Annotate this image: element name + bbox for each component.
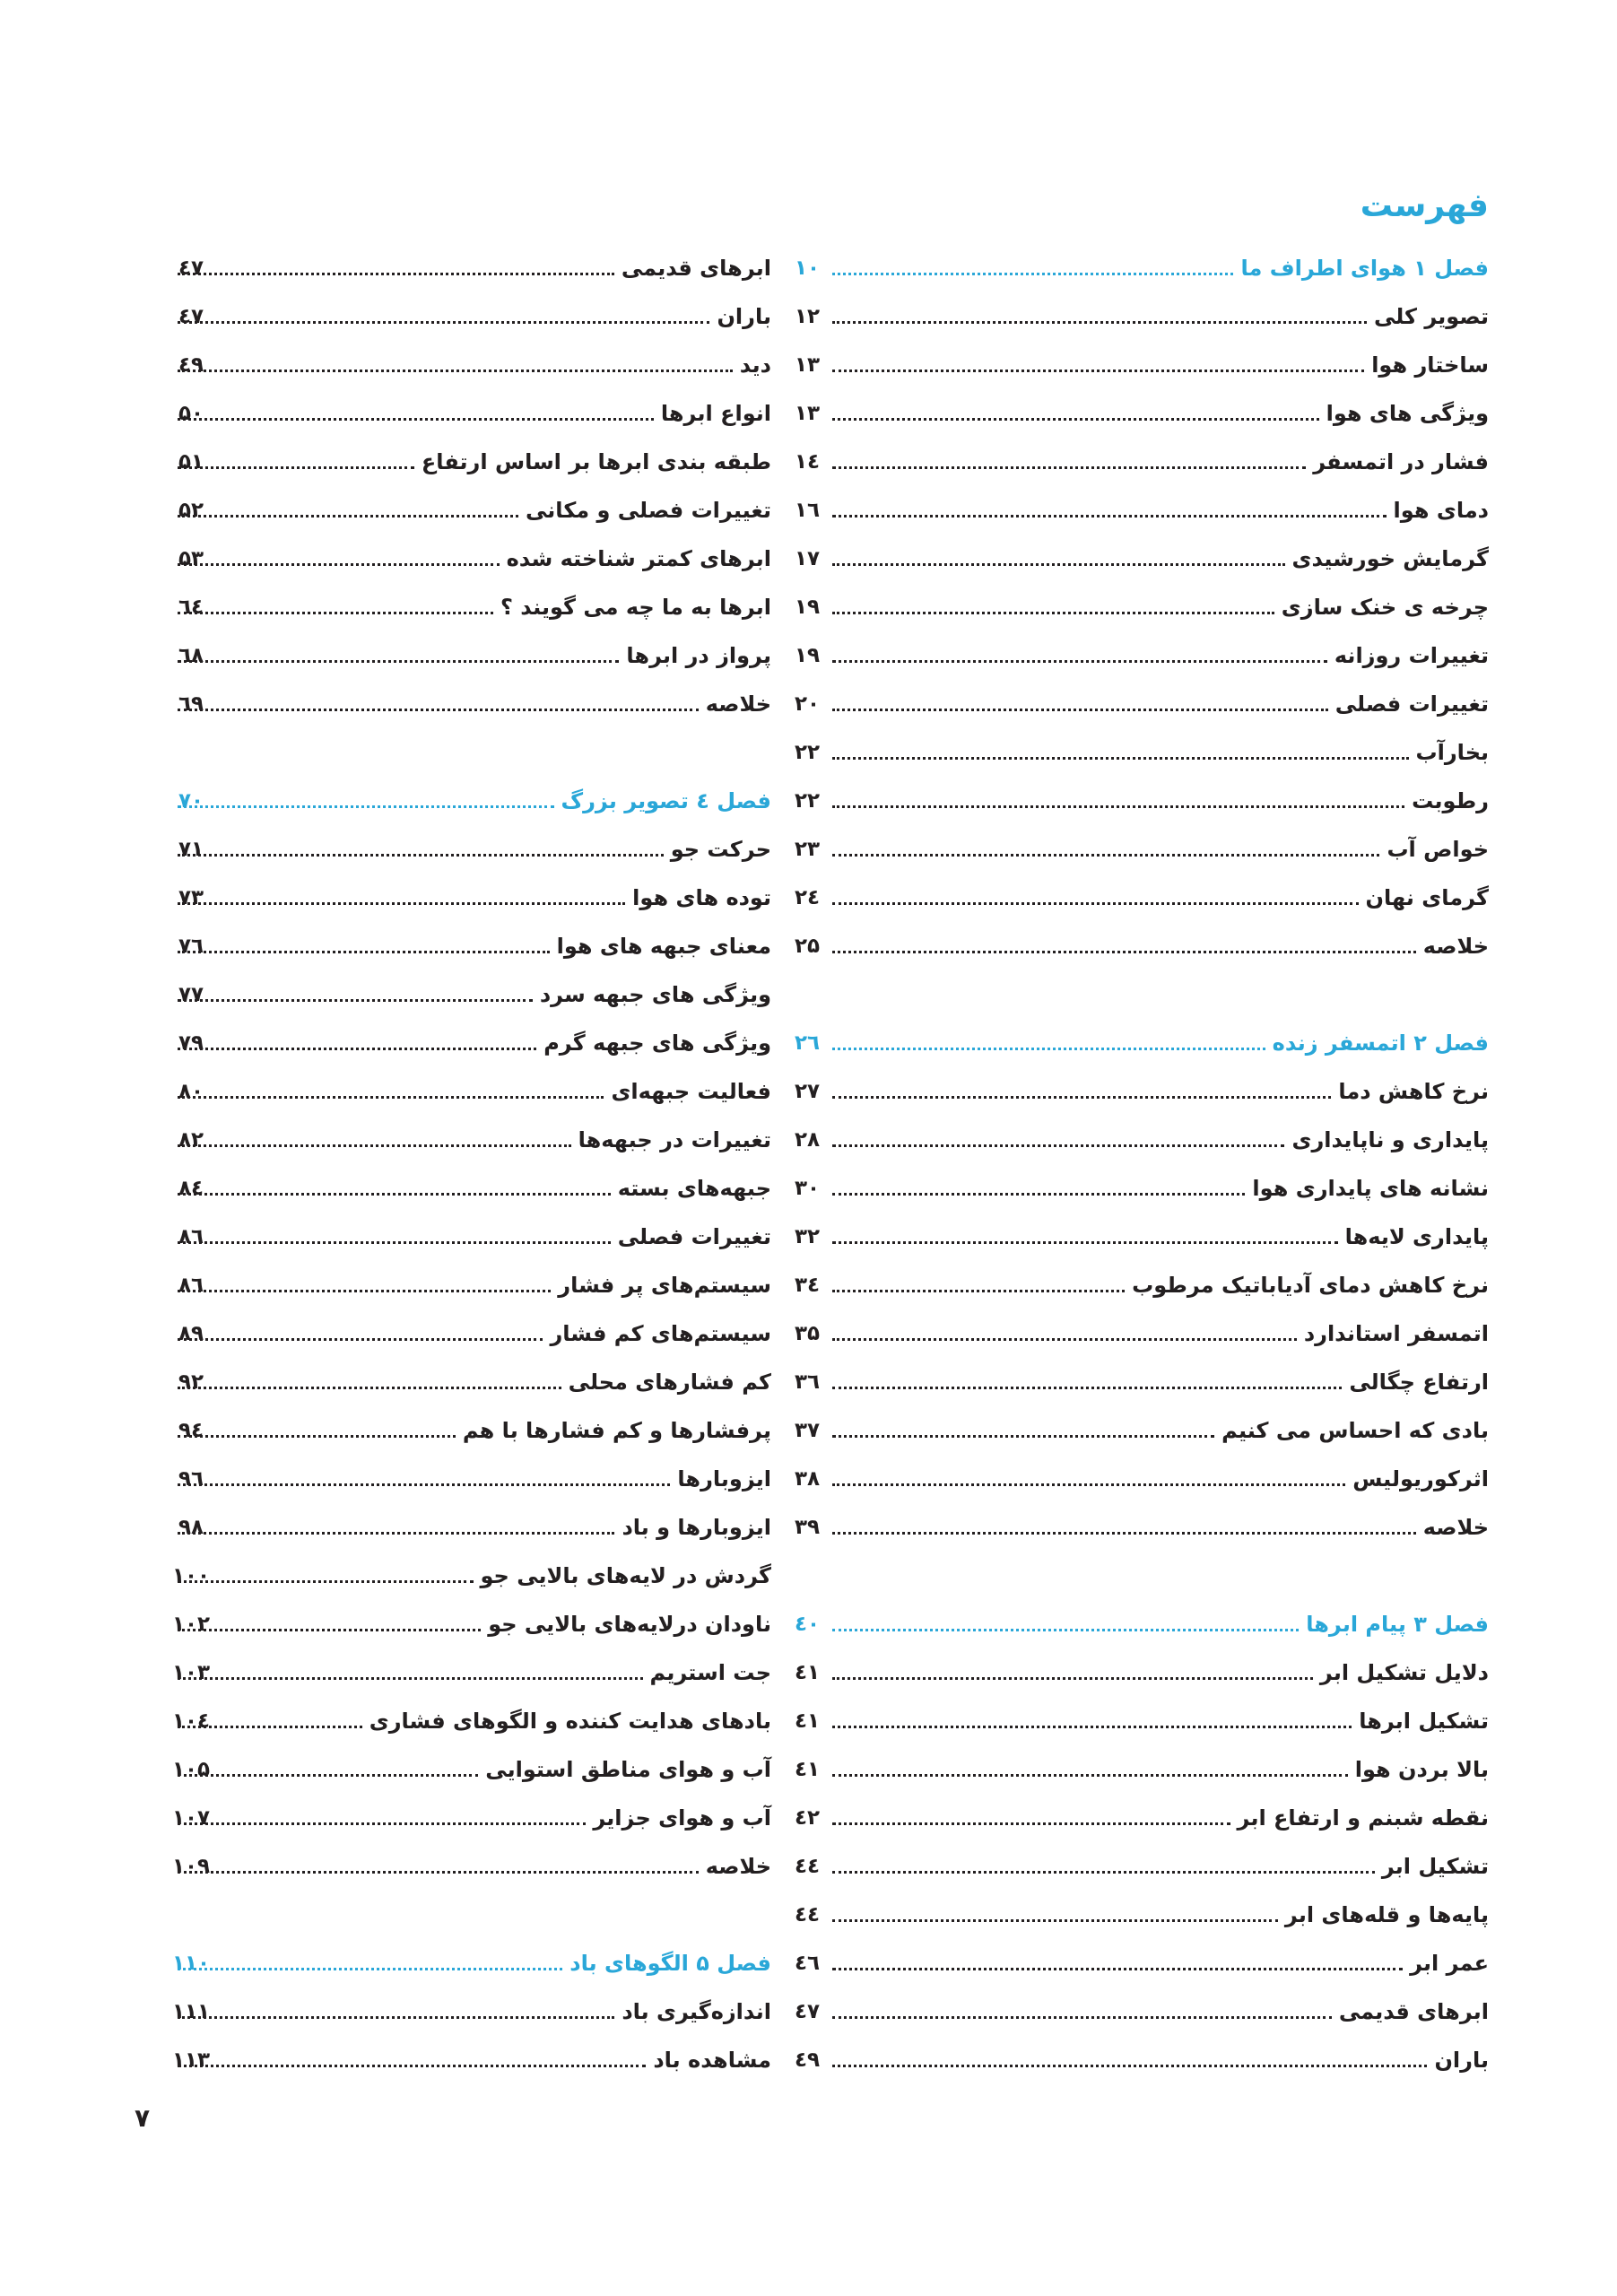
toc-entry[interactable] [794,1697,1489,1745]
toc-entry-title: باران [1434,2048,1489,2073]
toc-entry[interactable] [794,1213,1489,1261]
toc-page-number: ۲۲ [794,741,821,764]
toc-entry-title: ویژگی های جبهه گرم [543,1031,771,1056]
dot-leader [178,2016,614,2019]
toc-entry[interactable] [794,1891,1489,1939]
toc-entry-title: بادی که احساس می کنیم [1221,1418,1489,1443]
toc-entry-title: فصل ۵ الگوهای باد [569,1951,771,1976]
toc-entry-title: جبهه‌های بسته [617,1176,771,1201]
dot-leader [832,1629,1299,1631]
toc-entry-title: خواص آب [1387,837,1489,862]
toc-entry[interactable] [170,1164,771,1213]
toc-page-number: ۸۲ [178,1128,204,1152]
toc-entry[interactable] [170,1213,771,1261]
dot-leader [832,1483,1345,1486]
toc-page-number: ٤۷ [178,305,204,328]
toc-page-number: ٦٤ [178,596,204,619]
dot-leader [832,1677,1313,1680]
toc-page-number: ۲٦ [794,1031,821,1055]
toc-entry-title: جت استریم [649,1660,771,1685]
dot-leader [178,1871,699,1874]
dot-leader [178,1193,611,1196]
toc-entry[interactable] [170,1261,771,1309]
toc-page-number: ۳۵ [794,1322,821,1345]
toc-entry-title: بالا بردن هوا [1354,1757,1489,1782]
toc-entry-title: گرمای نهان [1365,885,1489,910]
dot-leader [832,1726,1352,1728]
toc-entry[interactable] [170,1552,771,1600]
toc-page-number: ۵۲ [178,499,204,522]
toc-page-number: ۷۳ [178,886,204,909]
toc-entry[interactable] [170,389,771,438]
toc-page-number: ٦۹ [178,692,204,716]
toc-entry-title: اندازه‌گیری باد [622,1999,771,2024]
dot-leader [832,466,1306,469]
toc-entry-title: پایه‌ها و قله‌های ابر [1284,1902,1489,1927]
dot-leader [178,1290,551,1292]
toc-entry-title: چرخه ی خنک سازی [1281,595,1489,620]
toc-page-number: ۳۲ [794,1225,821,1248]
toc-entry[interactable] [794,438,1489,486]
toc-entry[interactable] [794,1067,1489,1116]
toc-page-number: ۳۹ [794,1516,821,1539]
toc-entry-title: فصل ۱ هوای اطراف ما [1240,256,1489,281]
toc-entry-title: سیستم‌های پر فشار [558,1273,771,1298]
toc-page-number: ۲۵ [794,935,821,958]
toc-page-number: ٤٤ [794,1903,821,1926]
toc-page-number: ۱۹ [794,644,821,667]
dot-leader [832,1532,1416,1535]
dot-leader [178,1677,643,1680]
dot-leader [832,1435,1214,1438]
dot-leader [178,854,664,857]
toc-entry-title: تغییرات فصلی و مکانی [526,498,771,523]
dot-leader [832,515,1387,517]
toc-entry-title: خلاصه [1422,1515,1489,1540]
toc-entry-title: گرمایش خورشیدی [1291,546,1489,571]
toc-page-number: ۱٦ [794,499,821,522]
toc-entry-title: طبقه بندی ابرها بر اساس ارتفاع [421,449,771,474]
toc-page-number: ۱۰۳ [171,1661,211,1684]
toc-entry-title: تصویر کلی [1373,304,1489,329]
toc-entry-title: ویژگی های جبهه سرد [539,982,771,1007]
toc-page-number: ۹٦ [178,1467,204,1491]
toc-entry[interactable] [170,1794,771,1842]
toc-entry-title: ارتفاع چگالی [1349,1370,1489,1395]
toc-entry[interactable] [170,244,771,292]
dot-leader [178,273,614,275]
toc-entry-title: دلایل تشکیل ابر [1319,1660,1489,1685]
toc-entry[interactable] [170,922,771,970]
toc-entry[interactable] [794,874,1489,922]
toc-entry-title: ابرها به ما چه می گویند ؟ [500,595,771,620]
toc-entry-title: پایداری لایه‌ها [1344,1224,1489,1249]
toc-entry[interactable] [170,728,771,777]
toc-entry-title: مشاهده باد [653,2048,771,2073]
dot-leader [178,1968,562,1970]
toc-page-number: ۱۰۹ [171,1855,211,1878]
toc-page-number: ۵۱ [178,450,204,474]
toc-entry-title: نشانه های پایداری هوا [1252,1176,1489,1201]
toc-entry-title: حرکت جو [670,837,771,862]
toc-entry[interactable] [170,874,771,922]
toc-page-number: ۳٤ [794,1274,821,1297]
toc-entry-title: تغییرات روزانه [1334,643,1489,668]
toc-entry-title: نرخ کاهش دما [1338,1079,1489,1104]
dot-leader [178,321,709,324]
dot-leader [832,1241,1338,1244]
toc-page-number: ٤۱ [794,1709,821,1733]
toc-entry[interactable] [794,1358,1489,1406]
dot-leader [832,321,1367,324]
toc-entry[interactable] [170,1842,771,1891]
dot-leader [832,1774,1348,1777]
toc-entry[interactable] [794,1987,1489,2036]
toc-page-number: ٤۱ [794,1661,821,1684]
toc-entry[interactable] [794,1406,1489,1455]
dot-leader [178,951,550,953]
toc-page-number: ۱۰۵ [171,1758,211,1781]
toc-page-number: ۲۲ [794,789,821,813]
toc-entry[interactable] [170,1648,771,1697]
chapter-heading[interactable] [170,777,771,825]
toc-entry[interactable] [170,292,771,341]
toc-page-number: ۱۰٤ [171,1709,211,1733]
toc-entry[interactable] [794,1939,1489,1987]
toc-entry-title: خلاصه [705,1854,771,1879]
toc-entry[interactable] [794,292,1489,341]
toc-entry-title: ابرهای کمتر شناخته شده [506,546,771,571]
toc-entry-title: توده های هوا [632,885,771,910]
toc-entry[interactable] [825,970,1489,1019]
dot-leader [178,1144,571,1147]
toc-page-number: ۹٤ [178,1419,204,1442]
toc-entry[interactable] [794,1455,1489,1503]
dot-leader [832,660,1327,663]
toc-page-number: ٤٦ [794,1952,821,1975]
toc-entry[interactable] [794,1164,1489,1213]
toc-entry[interactable] [170,341,771,389]
dot-leader [832,1871,1375,1874]
page-number: ۷ [135,2103,151,2133]
dot-leader [832,563,1285,566]
toc-entry[interactable] [170,1406,771,1455]
toc-entry[interactable] [794,1648,1489,1697]
toc-page-number: ٤۷ [178,257,204,280]
toc-page-number: ۸٤ [178,1177,204,1200]
toc-entry-title: اثرکوریولیس [1352,1466,1489,1492]
toc-entry-title: ابرهای قدیمی [1338,1999,1489,2024]
toc-entry[interactable] [170,825,771,874]
toc-page-number: ۱۹ [794,596,821,619]
toc-entry[interactable] [794,486,1489,535]
toc-entry[interactable] [170,1309,771,1358]
dot-leader [178,805,554,808]
toc-entry-title: انواع ابرها [660,401,771,426]
toc-entry-title: سیستم‌های کم فشار [550,1321,771,1346]
toc-page-number: ۳۸ [794,1467,821,1491]
toc-entry[interactable] [794,1794,1489,1842]
toc-entry-title: رطوبت [1412,788,1489,813]
dot-leader [178,1338,543,1341]
toc-entry-title: فشار در اتمسفر [1313,449,1489,474]
toc-page-number: ۸٦ [178,1274,204,1297]
dot-leader [178,563,500,566]
dot-leader [832,1144,1284,1147]
toc-entry[interactable] [794,389,1489,438]
dot-leader [178,660,619,663]
toc-left-column [170,244,771,2074]
dot-leader [832,1290,1125,1292]
toc-entry-title: فعالیت جبهه‌ای [611,1079,771,1104]
toc-page-number: ۱۰۰ [171,1564,211,1587]
dot-leader [178,1822,586,1825]
toc-title: فهرست [1360,187,1489,224]
toc-page-number: ۱۰۷ [171,1806,211,1830]
dot-leader [178,1774,478,1777]
toc-page-number: ٤۹ [794,2048,821,2072]
toc-entry-title: فصل ٤ تصویر بزرگ [561,788,771,813]
toc-entry-title: فصل ۳ پیام ابرها [1306,1612,1489,1637]
toc-entry-title: خلاصه [705,691,771,717]
dot-leader [178,999,533,1002]
toc-page-number: ۲۳ [794,838,821,861]
dot-leader [832,757,1409,760]
toc-page-number: ۷۱ [178,838,204,861]
toc-page-number: ۸۰ [178,1080,204,1103]
toc-page-number: ۱۰ [794,257,821,280]
toc-entry[interactable] [794,535,1489,583]
toc-entry[interactable] [170,1455,771,1503]
dot-leader [178,1532,614,1535]
dot-leader [832,273,1233,275]
toc-entry-title: تغییرات فصلی [617,1224,771,1249]
toc-entry-title: نرخ کاهش دمای آدیاباتیک مرطوب [1132,1273,1489,1298]
toc-page-number: ۱۱۳ [171,2048,211,2072]
toc-entry-title: پایداری و ناپایداری [1291,1127,1489,1152]
dot-leader [832,1387,1342,1389]
toc-page-number: ۵۰ [178,402,204,425]
dot-leader [178,1048,536,1050]
dot-leader [832,902,1359,905]
toc-page-number: ۸۹ [178,1322,204,1345]
toc-page-number: ٤۷ [794,2000,821,2023]
toc-entry-title: تغییرات در جبهه‌ها [578,1127,771,1152]
dot-leader [832,1048,1265,1050]
toc-page-number: ۳۷ [794,1419,821,1442]
toc-entry[interactable] [794,583,1489,631]
dot-leader [832,1096,1331,1099]
toc-right-column [794,244,1489,2074]
toc-page-number: ۱۰۲ [171,1613,211,1636]
toc-entry-title: خلاصه [1422,934,1489,959]
toc-entry[interactable] [170,1067,771,1116]
toc-page-number: ۸٦ [178,1225,204,1248]
toc-entry[interactable] [794,1503,1489,1552]
dot-leader [178,1483,670,1486]
toc-entry[interactable] [170,970,771,1019]
dot-leader [178,1387,561,1389]
toc-page-number: ۱٤ [794,450,821,474]
toc-page-number: ٤۰ [794,1613,821,1636]
dot-leader [178,612,493,614]
toc-entry[interactable] [794,1745,1489,1794]
toc-entry[interactable] [794,922,1489,970]
toc-entry-title: تشکیل ابرها [1359,1709,1489,1734]
toc-entry[interactable] [170,486,771,535]
dot-leader [178,709,699,711]
toc-entry[interactable] [170,1503,771,1552]
toc-page-number: ۷۰ [178,789,204,813]
dot-leader [832,418,1319,421]
dot-leader [178,1096,604,1099]
toc-page-number: ٤۱ [794,1758,821,1781]
toc-page-number: ۱۲ [794,305,821,328]
toc-entry[interactable] [794,1309,1489,1358]
toc-entry[interactable] [794,2036,1489,2084]
toc-entry[interactable] [170,1358,771,1406]
toc-entry-title: ساختار هوا [1371,352,1489,378]
dot-leader [832,2016,1332,2019]
toc-entry-title: ابرهای قدیمی [621,256,771,281]
toc-entry[interactable] [794,680,1489,728]
toc-entry[interactable] [794,341,1489,389]
dot-leader [832,1338,1297,1341]
toc-entry[interactable] [170,1987,771,2036]
toc-entry-title: تشکیل ابر [1381,1854,1489,1879]
chapter-heading[interactable] [794,1600,1489,1648]
chapter-heading[interactable] [170,1939,771,1987]
dot-leader [832,1822,1230,1825]
toc-page-number: ۱۷ [794,547,821,570]
toc-entry-title: ایزوبارها [677,1466,771,1492]
toc-entry[interactable] [794,1116,1489,1164]
toc-entry-title: تغییرات فصلی [1334,691,1489,717]
toc-page-number: ۱۳ [794,402,821,425]
toc-entry-title: معنای جبهه های هوا [556,934,771,959]
toc-entry[interactable] [170,1019,771,1067]
toc-entry[interactable] [170,1745,771,1794]
toc-entry[interactable] [170,535,771,583]
toc-entry[interactable] [170,583,771,631]
toc-entry-title: دید [739,352,771,378]
toc-entry-title: عمر ابر [1410,1951,1489,1976]
toc-entry-title: ایزوبارها و باد [622,1515,771,1540]
dot-leader [178,1241,611,1244]
toc-entry[interactable] [170,680,771,728]
toc-entry-title: فصل ۲ اتمسفر زنده [1272,1031,1489,1056]
toc-page-number: ۹۲ [178,1370,204,1394]
dot-leader [832,1919,1278,1922]
dot-leader [832,2065,1427,2067]
toc-page-number: ۷٦ [178,935,204,958]
toc-entry[interactable] [170,631,771,680]
toc-entry-title: بخارآب [1415,740,1489,765]
toc-page-number: ٤۲ [794,1806,821,1830]
toc-page-number: ۱۱۱ [171,2000,211,2023]
toc-page-number: ٦۸ [178,644,204,667]
toc-page-number: ۳٦ [794,1370,821,1394]
toc-page-number: ۲٤ [794,886,821,909]
toc-page-number: ۳۰ [794,1177,821,1200]
toc-entry-title: باران [717,304,771,329]
toc-entry-title: دمای هوا [1393,498,1489,523]
toc-entry-title: آب و هوای مناطق استوایی [485,1757,771,1782]
toc-page-number: ۷۹ [178,1031,204,1055]
toc-page-number: ٤٤ [794,1855,821,1878]
dot-leader [178,1629,481,1631]
toc-entry-title: بادهای هدایت کننده و الگوهای فشاری [369,1709,771,1734]
toc-page-number: ۱۱۰ [171,1952,211,1975]
toc-entry-title: آب و هوای جزایر [593,1805,771,1831]
dot-leader [832,805,1404,808]
dot-leader [832,854,1379,857]
dot-leader [832,1968,1403,1970]
toc-entry-title: پرواز در ابرها [626,643,771,668]
dot-leader [832,709,1328,711]
toc-entry[interactable] [794,825,1489,874]
toc-entry[interactable] [794,631,1489,680]
toc-entry[interactable] [794,728,1489,777]
toc-page-number: ۱۳ [794,353,821,377]
dot-leader [178,515,518,517]
toc-entry[interactable] [825,1552,1489,1600]
chapter-heading[interactable] [794,244,1489,292]
toc-page-number: ۲۰ [794,692,821,716]
toc-entry-title: اتمسفر استاندارد [1303,1321,1489,1346]
toc-entry[interactable] [170,2036,771,2084]
dot-leader [178,2065,646,2067]
toc-entry[interactable] [794,1842,1489,1891]
toc-entry-title: ویژگی های هوا [1326,401,1489,426]
dot-leader [178,418,654,421]
toc-entry[interactable] [170,438,771,486]
toc-entry[interactable] [794,1261,1489,1309]
toc-entry-title: پرفشارها و کم فشارها با هم [462,1418,771,1443]
dot-leader [832,370,1364,372]
toc-page-number: ۲۷ [794,1080,821,1103]
toc-page-number: ۵۳ [178,547,204,570]
toc-entry-title: ناودان درلایه‌های بالایی جو [488,1612,771,1637]
dot-leader [178,370,733,372]
toc-entry[interactable] [170,1600,771,1648]
dot-leader [832,612,1274,614]
toc-page-number: ۹۸ [178,1516,204,1539]
toc-entry[interactable] [170,1891,771,1939]
dot-leader [832,951,1416,953]
toc-entry-title: کم فشارهای محلی [568,1370,771,1395]
dot-leader [832,1193,1245,1196]
toc-entry-title: گردش در لایه‌های بالایی جو [480,1563,771,1588]
chapter-heading[interactable] [794,1019,1489,1067]
toc-entry[interactable] [794,777,1489,825]
toc-page-number: ۲۸ [794,1128,821,1152]
toc-entry-title: نقطه شبنم و ارتفاع ابر [1237,1805,1489,1831]
toc-page-number: ٤۹ [178,353,204,377]
toc-entry[interactable] [170,1116,771,1164]
toc-page-number: ۷۷ [178,983,204,1006]
toc-entry[interactable] [170,1697,771,1745]
dot-leader [178,902,625,905]
